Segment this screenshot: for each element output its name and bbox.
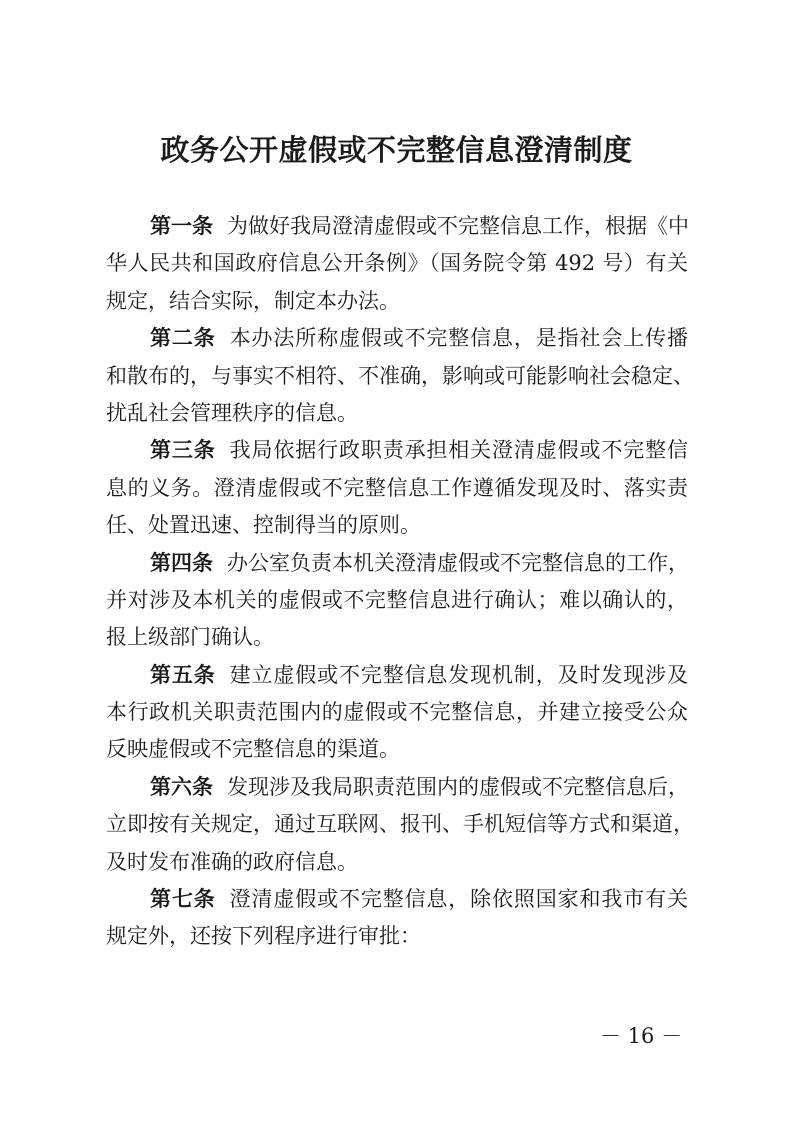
article-7 bbox=[106, 881, 688, 956]
paragraph-line bbox=[106, 358, 694, 395]
page-number: － 16 － bbox=[600, 1024, 683, 1048]
article-text: 任、处置迅速、控制得当的原则。 bbox=[106, 513, 421, 538]
article-text: 发现涉及我局职责范围内的虚假或不完整信息后， bbox=[227, 774, 689, 799]
article-text: 立即按有关规定，通过互联网、报刊、手机短信等方式和渠道， bbox=[106, 812, 694, 837]
paragraph-line bbox=[106, 731, 688, 768]
paragraph-line bbox=[106, 769, 688, 806]
article-text: 和散布的，与事实不相符、不准确，影响或可能影响社会稳定、 bbox=[106, 363, 694, 388]
article-text: 反映虚假或不完整信息的渠道。 bbox=[106, 737, 400, 762]
paragraph-line bbox=[106, 657, 688, 694]
article-text: 并对涉及本机关的虚假或不完整信息进行确认；难以确认的， bbox=[106, 587, 688, 612]
paragraph-line bbox=[106, 507, 688, 544]
paragraph-line bbox=[106, 395, 688, 432]
paragraph-line bbox=[106, 582, 688, 619]
article-text: 本行政机关职责范围内的虚假或不完整信息，并建立接受公众 bbox=[106, 700, 688, 725]
article-heading: 第六条 bbox=[150, 774, 213, 799]
paragraph-line bbox=[106, 245, 688, 282]
article-6 bbox=[106, 769, 694, 881]
article-text: 澄清虚假或不完整信息，除依照国家和我市有关 bbox=[229, 887, 688, 912]
article-text: 办公室负责本机关澄清虚假或不完整信息的工作， bbox=[227, 550, 689, 575]
paragraph-line bbox=[106, 694, 688, 731]
article-text: 及时发布准确的政府信息。 bbox=[106, 849, 358, 874]
article-3 bbox=[106, 432, 688, 544]
article-5 bbox=[106, 657, 688, 769]
article-text: 为做好我局澄清虚假或不完整信息工作，根据《中 bbox=[227, 214, 689, 238]
paragraph-line bbox=[106, 283, 688, 320]
paragraph-line bbox=[106, 320, 688, 357]
article-text: 建立虚假或不完整信息发现机制，及时发现涉及 bbox=[229, 662, 688, 687]
article-heading: 第一条 bbox=[150, 214, 213, 238]
paragraph-line bbox=[106, 881, 688, 918]
document-body bbox=[106, 208, 694, 956]
article-text: 华人民共和国政府信息公开条例》（国务院令第 492 号）有关 bbox=[106, 251, 688, 276]
paragraph-line bbox=[106, 918, 688, 955]
paragraph-line bbox=[106, 432, 688, 469]
article-text: 规定外，还按下列程序进行审批： bbox=[106, 924, 421, 949]
paragraph-line bbox=[106, 806, 694, 843]
article-text: 息的义务。澄清虚假或不完整信息工作遵循发现及时、落实责 bbox=[106, 475, 688, 500]
paragraph-line bbox=[106, 208, 688, 245]
paragraph-line bbox=[106, 545, 688, 582]
article-heading: 第三条 bbox=[150, 438, 216, 463]
article-text: 报上级部门确认。 bbox=[106, 625, 274, 650]
paragraph-line bbox=[106, 470, 688, 507]
article-heading: 第四条 bbox=[150, 550, 213, 575]
article-2 bbox=[106, 320, 694, 432]
article-4 bbox=[106, 545, 688, 657]
article-heading: 第二条 bbox=[150, 326, 216, 351]
article-text: 规定，结合实际，制定本办法。 bbox=[106, 288, 400, 313]
article-heading: 第七条 bbox=[150, 887, 216, 912]
article-text: 扰乱社会管理秩序的信息。 bbox=[106, 400, 358, 425]
paragraph-line bbox=[106, 844, 688, 881]
article-text: 我局依据行政职责承担相关澄清虚假或不完整信 bbox=[229, 438, 688, 463]
document-title: 政务公开虚假或不完整信息澄清制度 bbox=[160, 133, 633, 167]
paragraph-line bbox=[106, 619, 688, 656]
article-text: 本办法所称虚假或不完整信息，是指社会上传播 bbox=[229, 326, 688, 351]
article-1 bbox=[106, 208, 688, 320]
article-heading: 第五条 bbox=[150, 662, 216, 687]
